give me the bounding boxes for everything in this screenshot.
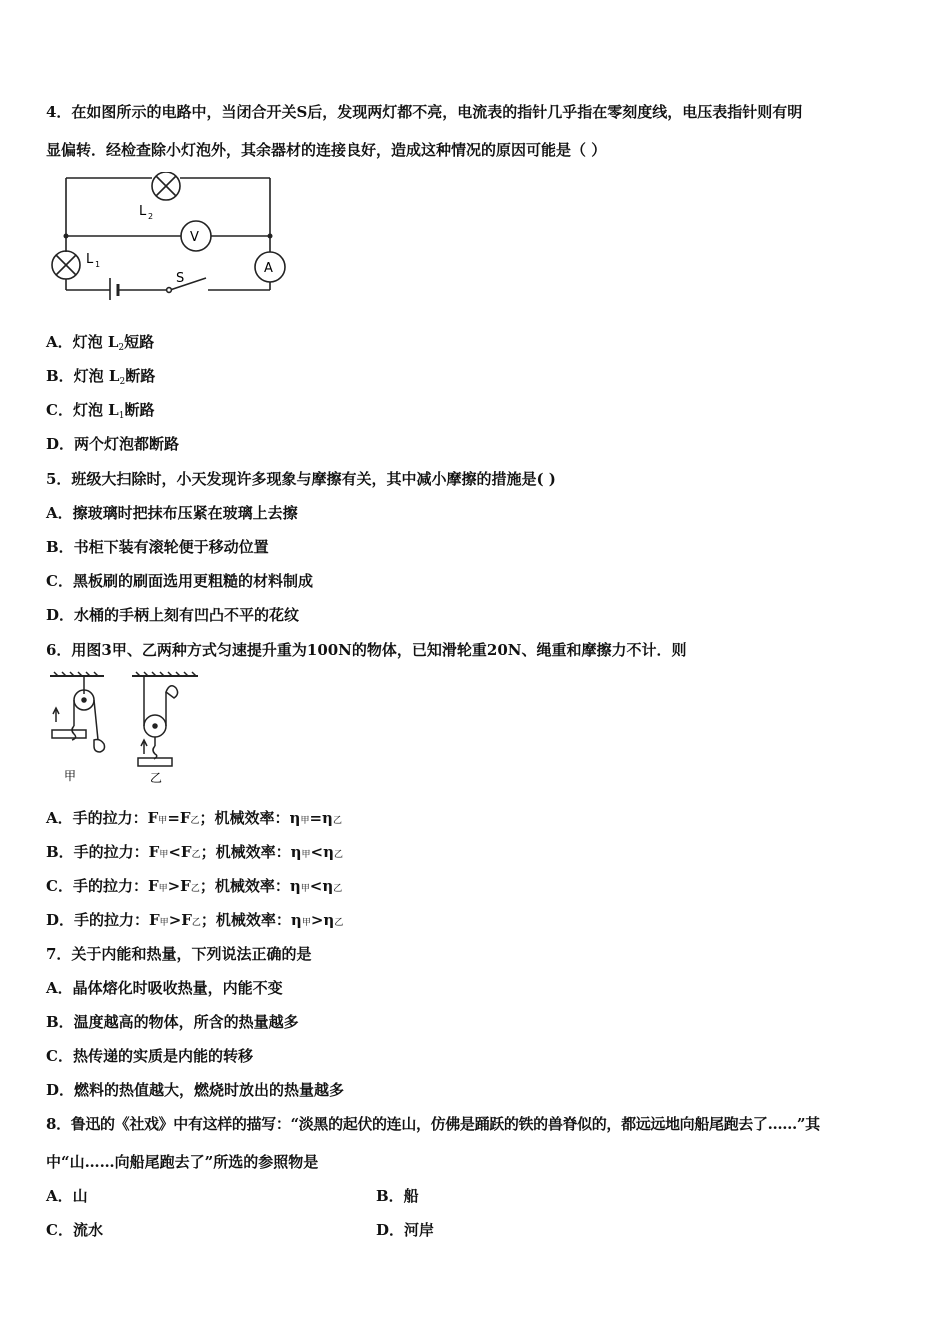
q6-stem: 6．用图3甲、乙两种方式匀速提升重为100N的物体，已知滑轮重20N、绳重和摩擦力不计．则 — [46, 641, 687, 659]
q4-circuit-diagram — [48, 172, 298, 300]
label-jia: 甲 — [64, 769, 77, 783]
q7-option-d: D．燃料的热值越大，燃烧时放出的热量越多 — [46, 1081, 345, 1099]
hand-jia-icon — [94, 740, 105, 753]
q8-option-a: A．山 — [46, 1187, 88, 1205]
q5-option-b: B．书柜下装有滚轮便于移动位置 — [46, 538, 269, 556]
q4-option-d: D．两个灯泡都断路 — [46, 435, 180, 453]
svg-text:A: A — [264, 261, 273, 276]
q8-stem-line2: 中“山……向船尾跑去了”所选的参照物是 — [46, 1153, 319, 1171]
q5-option-c: C．黑板刷的刷面选用更粗糙的材料制成 — [46, 572, 313, 590]
q4-option-b: B．灯泡 $L_2$断路 — [46, 367, 156, 387]
q4-stem-line1: 4．在如图所示的电路中，当闭合开关S后，发现两灯都不亮，电流表的指针几乎指在零刻度线，电压表指针则有明 — [46, 103, 803, 121]
q5-option-a: A．擦玻璃时把抹布压紧在玻璃上去擦 — [46, 504, 298, 522]
q4-stem-line2: 显偏转．经检查除小灯泡外，其余器材的连接良好，造成这种情况的原因可能是（ ） — [46, 141, 607, 159]
q7-option-c: C．热传递的实质是内能的转移 — [46, 1047, 253, 1065]
q8-option-d: D．河岸 — [376, 1221, 435, 1239]
q6-option-a: A．手的拉力：F甲=F乙；机械效率：η甲=η乙 — [46, 809, 342, 827]
svg-text:V: V — [190, 230, 199, 245]
q8-option-c: C．流水 — [46, 1221, 103, 1239]
label-l2: L — [139, 204, 147, 219]
q8-stem-line1: 8．鲁迅的《社戏》中有这样的描写：“淡黑的起伏的连山，仿佛是踊跃的铁的兽脊似的，都远远地向船尾跑去了……”其 — [46, 1115, 820, 1133]
q5-stem: 5．班级大扫除时，小天发现许多现象与摩擦有关，其中减小摩擦的措施是( ) — [46, 470, 556, 488]
q8-option-b: B．船 — [376, 1187, 419, 1205]
q7-stem: 7．关于内能和热量，下列说法正确的是 — [46, 945, 312, 963]
q7-option-b: B．温度越高的物体，所含的热量越多 — [46, 1013, 299, 1031]
load-jia-icon — [52, 730, 86, 738]
hand-yi-icon — [166, 686, 178, 698]
svg-text:1: 1 — [95, 260, 101, 269]
q5-option-d: D．水桶的手柄上刻有凹凸不平的花纹 — [46, 606, 300, 624]
q7-option-a: A．晶体熔化时吸收热量，内能不变 — [46, 979, 283, 997]
label-yi: 乙 — [150, 771, 163, 785]
q6-option-b: B．手的拉力：F甲<F乙；机械效率：η甲<η乙 — [46, 843, 344, 861]
q6-option-d: D．手的拉力：F甲>F乙；机械效率：η甲>η乙 — [46, 911, 344, 929]
q4-option-a: A．灯泡 $L_2$短路 — [46, 333, 155, 353]
label-switch: S — [176, 271, 185, 286]
label-l1: L — [86, 252, 94, 267]
svg-text:2: 2 — [148, 212, 154, 221]
q6-option-c: C．手的拉力：F甲>F乙；机械效率：η甲<η乙 — [46, 877, 343, 895]
q4-option-c: C．灯泡 $L_1$断路 — [46, 401, 155, 421]
q6-pulley-diagram — [44, 670, 204, 786]
